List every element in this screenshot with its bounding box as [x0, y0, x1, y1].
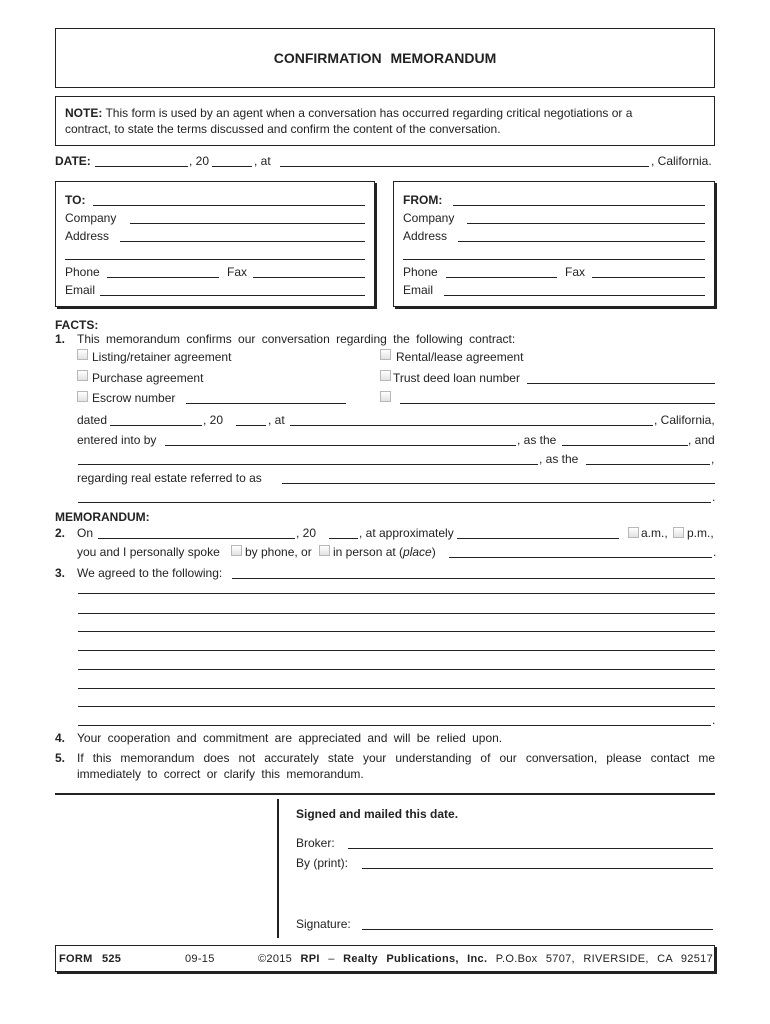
trust-deed-checkbox[interactable]	[380, 370, 391, 381]
agreement-line-3-field[interactable]	[78, 600, 715, 614]
rental-agreement-label: Rental/lease agreement	[396, 350, 524, 364]
in-person-label	[333, 545, 436, 559]
place-word: place	[403, 545, 432, 559]
from-email-field[interactable]	[444, 282, 705, 296]
form-revision: 09-15	[185, 953, 215, 965]
to-fax-field[interactable]	[253, 264, 365, 278]
to-address-line-2-field[interactable]	[65, 246, 365, 260]
to-fax-label: Fax	[227, 265, 248, 279]
note-line-2: contract, to state the terms discussed and confirm the content of the conversation.	[65, 122, 501, 136]
conversation-date-field[interactable]	[98, 525, 295, 539]
real-estate-period: .	[712, 490, 716, 504]
real-estate-line-2-field[interactable]	[78, 489, 711, 503]
place-period: .	[713, 545, 717, 559]
item-1-text: This memorandum confirms our conversation regarding the following contract:	[77, 332, 516, 346]
agreement-line-8-field[interactable]	[78, 693, 715, 707]
item-2-number: 2.	[55, 526, 66, 540]
broker-label: Broker:	[296, 836, 335, 850]
am-label: a.m.,	[641, 526, 668, 540]
agreement-line-6-field[interactable]	[78, 656, 715, 670]
by-phone-checkbox[interactable]	[231, 545, 242, 556]
to-phone-field[interactable]	[107, 264, 219, 278]
date-at-label: , at	[254, 154, 271, 168]
from-address-line-2-field[interactable]	[403, 246, 705, 260]
item-4-text: Your cooperation and commitment are appreciated and will be relied upon.	[77, 731, 503, 745]
listing-agreement-checkbox[interactable]	[77, 349, 88, 360]
form-number: FORM 525	[59, 953, 122, 965]
in-person-prefix: in person at (	[333, 545, 404, 559]
agreement-line-9-field[interactable]	[78, 712, 711, 726]
item-5-number: 5.	[55, 751, 66, 765]
by-phone-label: by phone, or	[245, 545, 312, 559]
from-label: FROM:	[403, 193, 443, 207]
at-approximately-label: , at approximately	[359, 526, 454, 540]
from-fax-label: Fax	[565, 265, 586, 279]
from-company-label: Company	[403, 211, 455, 225]
party-2-as-the-label: , as the	[539, 452, 579, 466]
broker-field[interactable]	[348, 835, 713, 849]
item-5-text-line-2: immediately to correct or clarify this memorandum.	[77, 767, 364, 781]
signature-divider	[55, 793, 715, 795]
party-2-name-field[interactable]	[78, 451, 538, 465]
date-year-field[interactable]	[212, 153, 252, 167]
from-phone-label: Phone	[403, 265, 438, 279]
escrow-number-field[interactable]	[186, 390, 346, 404]
publisher-name: Realty Publications, Inc.	[343, 953, 488, 965]
publisher-address: P.O.Box 5707, RIVERSIDE, CA 92517	[495, 953, 713, 965]
to-address-label: Address	[65, 229, 110, 243]
place-field[interactable]	[449, 544, 712, 558]
trust-deed-number-field[interactable]	[527, 370, 715, 384]
publisher-short: RPI	[300, 953, 320, 965]
to-email-field[interactable]	[100, 282, 365, 296]
party-2-comma: ,	[711, 452, 715, 466]
conversation-year-field[interactable]	[329, 525, 358, 539]
publisher-line	[258, 952, 713, 966]
other-contract-checkbox[interactable]	[380, 391, 391, 402]
signature-label: Signature:	[296, 917, 351, 931]
pm-checkbox[interactable]	[673, 527, 684, 538]
to-company-label: Company	[65, 211, 117, 225]
signature-vertical-divider	[277, 799, 279, 938]
contract-year-prefix: , 20	[203, 413, 224, 427]
date-city-field[interactable]	[280, 153, 649, 167]
memorandum-heading: MEMORANDUM:	[55, 510, 150, 524]
personally-spoke-label: you and I personally spoke	[77, 545, 220, 559]
trust-deed-label: Trust deed loan number	[393, 371, 520, 385]
note-label: NOTE:	[65, 106, 103, 120]
title-box	[55, 28, 715, 88]
to-label: TO:	[65, 193, 86, 207]
entered-into-by-label: entered into by	[77, 433, 157, 447]
real-estate-field[interactable]	[282, 470, 715, 484]
form-title: CONFIRMATION MEMORANDUM	[273, 50, 497, 66]
real-estate-label: regarding real estate referred to as	[77, 471, 262, 485]
party-1-name-field[interactable]	[165, 432, 516, 446]
signed-mailed-heading: Signed and mailed this date.	[296, 807, 459, 821]
to-name-field[interactable]	[93, 192, 365, 206]
party-1-role-field[interactable]	[562, 432, 688, 446]
by-print-label: By (print):	[296, 856, 349, 870]
note-box	[55, 96, 715, 146]
publisher-dash: –	[328, 953, 335, 965]
other-contract-field[interactable]	[400, 390, 715, 404]
agreement-line-1-field[interactable]	[232, 565, 715, 579]
from-email-label: Email	[403, 283, 434, 297]
agreement-line-4-field[interactable]	[78, 618, 715, 632]
agreement-line-7-field[interactable]	[78, 675, 715, 689]
conversation-year-prefix: , 20	[296, 526, 317, 540]
contract-date-field[interactable]	[110, 412, 202, 426]
on-label: On	[77, 526, 94, 540]
note-line-1	[65, 106, 632, 120]
purchase-agreement-checkbox[interactable]	[77, 370, 88, 381]
from-fax-field[interactable]	[592, 264, 705, 278]
from-name-field[interactable]	[453, 192, 705, 206]
escrow-label: Escrow number	[92, 391, 176, 405]
item-1-number: 1.	[55, 332, 66, 346]
agreement-period: .	[712, 713, 716, 727]
rental-agreement-checkbox[interactable]	[380, 349, 391, 360]
item-3-number: 3.	[55, 566, 66, 580]
from-address-label: Address	[403, 229, 448, 243]
escrow-checkbox[interactable]	[77, 391, 88, 402]
date-month-day-field[interactable]	[95, 153, 188, 167]
by-print-field[interactable]	[362, 855, 713, 869]
to-email-label: Email	[65, 283, 96, 297]
contract-state-suffix: , California,	[654, 413, 715, 427]
note-text-1: This form is used by an agent when a conversation has occurred regarding critical negotiations or a	[105, 106, 633, 120]
from-address-field[interactable]	[458, 228, 705, 242]
item-4-number: 4.	[55, 731, 66, 745]
date-year-prefix: , 20	[189, 154, 210, 168]
contract-at-label: , at	[268, 413, 285, 427]
am-checkbox[interactable]	[628, 527, 639, 538]
in-person-checkbox[interactable]	[319, 545, 330, 556]
dated-label: dated	[77, 413, 108, 427]
to-phone-label: Phone	[65, 265, 100, 279]
pm-label: p.m.,	[687, 526, 714, 540]
in-person-suffix: )	[431, 545, 436, 559]
contract-year-field[interactable]	[236, 412, 266, 426]
item-3-text: We agreed to the following:	[77, 566, 223, 580]
to-address-field[interactable]	[120, 228, 365, 242]
date-state-suffix: , California.	[651, 154, 712, 168]
agreement-line-2-field[interactable]	[78, 580, 715, 594]
facts-heading: FACTS:	[55, 318, 99, 332]
party-2-role-field[interactable]	[586, 451, 710, 465]
and-label: , and	[688, 433, 715, 447]
agreement-line-5-field[interactable]	[78, 637, 715, 651]
signature-field[interactable]	[362, 916, 713, 930]
copyright: ©2015	[258, 953, 293, 965]
purchase-agreement-label: Purchase agreement	[92, 371, 204, 385]
from-phone-field[interactable]	[446, 264, 557, 278]
item-5-text-line-1: If this memorandum does not accurately state your understanding of our conversation, please contact me	[77, 751, 715, 765]
listing-agreement-label: Listing/retainer agreement	[92, 350, 232, 364]
from-company-field[interactable]	[467, 210, 705, 224]
conversation-time-field[interactable]	[457, 525, 619, 539]
party-1-as-the-label: , as the	[517, 433, 557, 447]
to-company-field[interactable]	[130, 210, 365, 224]
contract-city-field[interactable]	[290, 412, 653, 426]
date-label: DATE:	[55, 154, 91, 168]
